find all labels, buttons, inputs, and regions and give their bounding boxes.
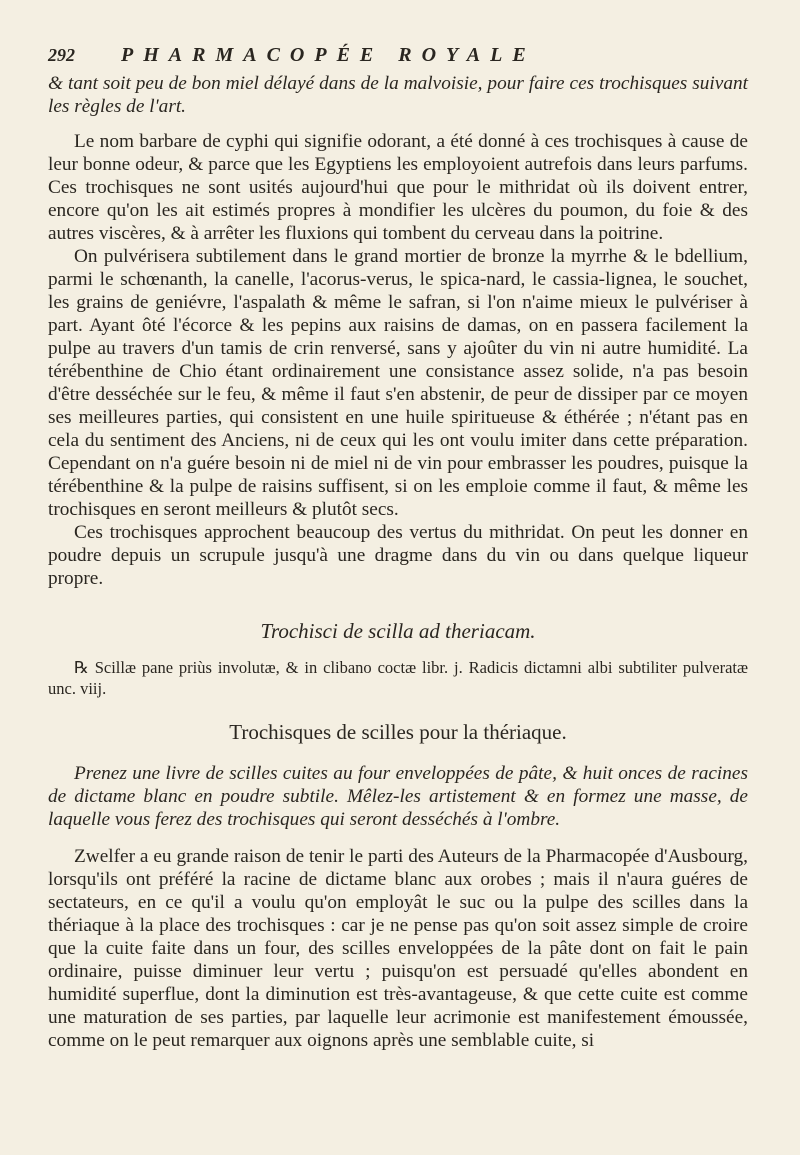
paragraph-cyphi-name: Le nom barbare de cyphi qui signifie odorant, a été donné à ces trochisques à cause de leur bonne odeur, & parce que les Egyptiens les employoient autrefois dans leurs parfums. Ces trochisques ne sont usités aujourd'hui que pour le mithridat où ils doivent entrer, encore qu'on les ait estimés propres à mondifier les ulcères du poumon, du foie & des autres viscères, & à arrêter les fluxions qui tombent du cerveau dans la poitrine.: [48, 131, 748, 244]
paragraph-zwelfer-commentary: Zwelfer a eu grande raison de tenir le parti des Auteurs de la Pharmacopée d'Ausbourg, lorsqu'ils ont préféré la racine de dictame blanc aux orobes ; mais il n'aura guéres de sectateurs, en ce qu'il a voulu qu'on employât le suc ou la pulpe des scilles dans la thériaque à la place des trochisques : car je ne pense pas qu'on soit assez simple de croire que la cuite faite dans un four, des scilles enveloppées de la pâte dont on fait le pain ordinaire, puisse diminuer leur vertu ; puisqu'on est persuadé qu'elles abondent en humidité superflue, dont la diminution est très-avantageuse, & que cette cuite est comme une maturation de ses parties, par laquelle leur acrimonie est manifestement émoussée, comme on le peut remarquer aux oignons après une semblable cuite, si: [48, 846, 748, 1051]
french-recipe-instructions: Prenez une livre de scilles cuites au four enveloppées de pâte, & huit onces de racines de dictame blanc en poudre subtile. Mêlez-les artistement & en formez une masse, de laquelle vous ferez des trochisques qui seront desséchés à l'ombre.: [48, 763, 748, 830]
intro-italic-text: & tant soit peu de bon miel délayé dans de la malvoisie, pour faire ces trochisques suivant les règles de l'art.: [48, 73, 748, 117]
running-title: PHARMACOPÉE ROYALE: [121, 44, 536, 66]
page-number: 292: [48, 45, 75, 65]
french-recipe-title: Trochisques de scilles pour la thériaque.: [229, 720, 567, 744]
latin-recipe-title: Trochisci de scilla ad theriacam.: [260, 619, 536, 643]
paragraph-preparation: On pulvérisera subtilement dans le grand mortier de bronze la myrrhe & le bdellium, parmi le schœnanth, la canelle, l'acorus-verus, le spica-nard, le cassia-lignea, le souchet, les grains de geniévre, l'aspalath & même le safran, si l'on n'aime mieux le pulvériser à part. Ayant ôté l'écorce & les pepins aux raisins de damas, on en passera facilement la pulpe au travers d'un tamis de crin renversé, sans y ajoûter du vin ni autre humidité. La térébenthine de Chio étant ordinairement une consistance assez solide, n'a pas besoin d'être desséchée sur le feu, & même il faut s'en abstenir, de peur de dissiper par ce moyen ses meilleures parties, qui consistent en une huile spiritueuse & éthérée ; n'étant pas en cela du sentiment des Anciens, ni de ceux qui les ont voulu imiter dans cette préparation. Cependant on n'a guére besoin ni de miel ni de vin pour embrasser les poudres, puisque la térébenthine & la pulpe de raisins suffisent, si on les emploie comme il faut, & même les trochisques en seront meilleurs & plutôt secs.: [48, 246, 748, 520]
page-header: [48, 44, 748, 72]
latin-recipe-text: ℞ Scillæ pane priùs involutæ, & in clibano coctæ libr. j. Radicis dictamni albi subtiliter pulveratæ unc. viij.: [48, 658, 748, 698]
paragraph-virtues: Ces trochisques approchent beaucoup des vertus du mithridat. On peut les donner en poudre depuis un scrupule jusqu'à une dragme dans du vin ou dans quelque liqueur propre.: [48, 522, 748, 589]
